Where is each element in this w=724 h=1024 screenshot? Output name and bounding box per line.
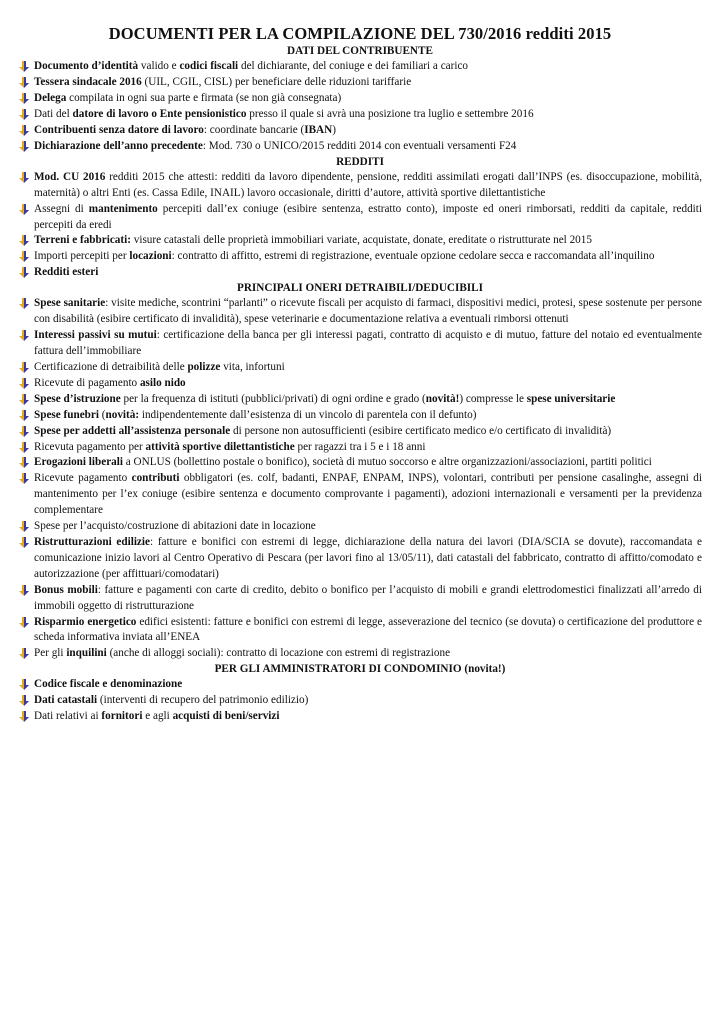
list-item-text bbox=[34, 441, 425, 453]
arrow-bullet-icon bbox=[18, 585, 30, 597]
arrow-bullet-icon bbox=[18, 235, 30, 247]
list-item-text bbox=[34, 520, 316, 532]
text-segment: : Mod. 730 o UNICO/2015 redditi 2014 con eventuali versamenti F24 bbox=[202, 139, 517, 152]
document-title: DOCUMENTI PER LA COMPILAZIONE DEL 730/2016 redditi 2015 bbox=[108, 24, 612, 43]
list-item-text bbox=[34, 456, 652, 468]
arrow-bullet-icon bbox=[18, 648, 30, 660]
list-item-text bbox=[34, 694, 308, 706]
text-segment: : contratto di affitto, estremi di registrazione, eventuale opzione cedolare secca e raccomandata all’inquilino bbox=[171, 250, 655, 263]
bold-text-segment: inquilini bbox=[66, 647, 107, 660]
bold-text-segment: Contribuenti senza datore di lavoro bbox=[34, 123, 204, 136]
bold-text-segment: Spese d’istruzione bbox=[34, 392, 121, 405]
list-item-text bbox=[34, 297, 702, 325]
list-item bbox=[18, 583, 702, 615]
text-segment: del dichiarante, del coniuge e dei familiari a carico bbox=[238, 60, 469, 73]
list-item-text bbox=[34, 92, 341, 104]
text-segment: Ricevute pagamento bbox=[34, 472, 132, 485]
text-segment: Dati del bbox=[34, 107, 73, 120]
text-segment: ) bbox=[332, 123, 336, 136]
section-heading: DATI DEL CONTRIBUENTE bbox=[287, 45, 433, 57]
list-item bbox=[18, 170, 702, 202]
arrow-bullet-icon bbox=[18, 125, 30, 137]
list-item bbox=[18, 455, 702, 471]
arrow-bullet-icon bbox=[18, 267, 30, 279]
arrow-bullet-icon bbox=[18, 204, 30, 216]
list-item-text bbox=[34, 250, 654, 262]
list-item-text bbox=[34, 647, 450, 659]
list-item-text bbox=[34, 536, 702, 580]
bold-text-segment: datore di lavoro o Ente pensionistico bbox=[72, 107, 247, 120]
arrow-bullet-icon bbox=[18, 442, 30, 454]
arrow-bullet-icon bbox=[18, 473, 30, 485]
text-segment: Spese per l’acquisto/costruzione di abitazioni date in locazione bbox=[34, 520, 316, 533]
list-item bbox=[18, 249, 702, 265]
arrow-bullet-icon bbox=[18, 695, 30, 707]
bold-text-segment: Interessi passivi su mutui bbox=[34, 329, 157, 342]
text-segment: Ricevuta pagamento per bbox=[34, 440, 146, 453]
list-item-text bbox=[34, 393, 615, 405]
text-segment: presso il quale si avrà una posizione tra luglio e settembre 2016 bbox=[246, 107, 534, 120]
arrow-bullet-icon bbox=[18, 410, 30, 422]
document-body bbox=[18, 44, 702, 725]
text-segment: per ragazzi tra i 5 e i 18 anni bbox=[294, 440, 426, 453]
list-item-text bbox=[34, 409, 476, 421]
text-segment: : visite mediche, scontrini “parlanti” o ricevute fiscali per acquisto di farmaci, dispositivi medici, protesi, spese sostenute per persone con disabilità (esibire certificato di invalidità), spese veterinarie e documentazione relativa a eventuali rimborsi ottenuti bbox=[34, 297, 702, 326]
bold-text-segment: Redditi esteri bbox=[34, 266, 99, 279]
list-item bbox=[18, 376, 702, 392]
bold-text-segment: Terreni e fabbricati: bbox=[34, 234, 131, 247]
section-list bbox=[18, 677, 702, 725]
arrow-bullet-icon bbox=[18, 426, 30, 438]
text-segment: ) compresse le bbox=[459, 392, 527, 405]
text-segment: di persone non autosufficienti (esibire certificato medico e/o certificato di invalidità) bbox=[230, 424, 612, 437]
list-item-text bbox=[34, 678, 182, 690]
arrow-bullet-icon bbox=[18, 711, 30, 723]
text-segment: visure catastali delle proprietà immobiliari variate, acquistate, donate, ereditate o ristrutturate nel 2015 bbox=[130, 234, 592, 247]
document-page bbox=[18, 24, 702, 725]
list-item-text bbox=[34, 234, 592, 246]
list-item-text bbox=[34, 616, 702, 644]
list-item bbox=[18, 471, 702, 519]
text-segment: Dati relativi ai bbox=[34, 710, 102, 723]
text-segment: redditi 2015 che attesti: redditi da lavoro dipendente, pensione, redditi assimilati erogati dall’INPS (es. disoccupazione, mobilità, maternità) o altri Enti (es. Cassa Edile, INAIL) lavoro occasionale, diritti d’autore, attività sportive dilettantistiche bbox=[34, 170, 702, 199]
arrow-bullet-icon bbox=[18, 109, 30, 121]
arrow-bullet-icon bbox=[18, 378, 30, 390]
bold-text-segment: polizze bbox=[187, 361, 221, 374]
arrow-bullet-icon bbox=[18, 537, 30, 549]
list-item-text bbox=[34, 76, 411, 88]
bold-text-segment: Bonus mobili bbox=[34, 583, 98, 596]
list-item bbox=[18, 328, 702, 360]
text-segment: e agli bbox=[142, 710, 173, 723]
arrow-bullet-icon bbox=[18, 93, 30, 105]
text-segment: : certificazione della banca per gli interessi pagati, contratto di acquisto e di mutuo, fatture del notaio ed eventualmente fattura dell’immobiliare bbox=[34, 329, 702, 358]
arrow-bullet-icon bbox=[18, 679, 30, 691]
bold-text-segment: Spese funebri bbox=[34, 408, 99, 421]
text-segment: : fatture e bonifici con estremi di legge, dichiarazione della natura dei lavori (DIA/SCIA se dovute), raccomandata e comunicazione inizio lavori al Centro Operativo di Pescara (per lavori fino al 13/05/11), dati catastali del fabbricato, contratto di affitto/comodato e autorizzazione (per affittuari/comodatari) bbox=[34, 535, 702, 580]
bold-text-segment: novità: bbox=[105, 408, 140, 421]
text-segment: obbligatori (es. colf, badanti, ENPAF, ENPAM, INPS), volontari, contributi per pensione casalinghe, assegni di mantenimento per l’ex coniuge (esibire sentenza e documento comprovante i pagamenti), adozioni internazionali e versamenti per la previdenza complementare bbox=[34, 472, 702, 517]
list-item-text bbox=[34, 472, 702, 516]
list-item-text bbox=[34, 361, 285, 373]
text-segment: vita, infortuni bbox=[220, 361, 285, 374]
text-segment: : fatture e pagamenti con carte di credito, debito o bonifico per l’acquisto di mobili e grandi elettrodomestici finalizzati all’arredo di immobili oggetto di ristrutturazione bbox=[34, 583, 702, 612]
bold-text-segment: Delega bbox=[34, 92, 67, 105]
bold-text-segment: codici fiscali bbox=[179, 60, 239, 73]
section-heading: PRINCIPALI ONERI DETRAIBILI/DEDUCIBILI bbox=[237, 282, 483, 295]
list-item bbox=[18, 535, 702, 583]
text-segment: valido e bbox=[138, 60, 180, 73]
text-segment: Ricevute di pagamento bbox=[34, 376, 140, 389]
section-list bbox=[18, 170, 702, 281]
bold-text-segment: contributi bbox=[131, 472, 180, 485]
arrow-bullet-icon bbox=[18, 617, 30, 629]
list-item bbox=[18, 615, 702, 647]
list-item bbox=[18, 123, 702, 139]
list-item bbox=[18, 646, 702, 662]
list-item-text bbox=[34, 425, 611, 437]
bold-text-segment: Documento d’identità bbox=[34, 60, 139, 73]
bold-text-segment: Dichiarazione dell’anno precedente bbox=[34, 139, 203, 152]
bold-text-segment: novità! bbox=[425, 392, 460, 405]
bold-text-segment: Spese sanitarie bbox=[34, 297, 106, 310]
bold-text-segment: Ristrutturazioni edilizie bbox=[34, 535, 150, 548]
bold-text-segment: Risparmio energetico bbox=[34, 615, 137, 628]
list-item bbox=[18, 233, 702, 249]
list-item-text bbox=[34, 124, 336, 136]
list-item bbox=[18, 296, 702, 328]
arrow-bullet-icon bbox=[18, 298, 30, 310]
list-item bbox=[18, 424, 702, 440]
list-item-text bbox=[34, 60, 468, 72]
bold-text-segment: fornitori bbox=[101, 710, 143, 723]
bold-text-segment: Erogazioni liberali bbox=[34, 456, 123, 469]
text-segment: Assegni di bbox=[34, 202, 89, 215]
list-item bbox=[18, 202, 702, 234]
list-item bbox=[18, 75, 702, 91]
bold-text-segment: Dati catastali bbox=[34, 694, 98, 707]
bold-text-segment: Tessera sindacale 2016 bbox=[34, 76, 142, 89]
list-item bbox=[18, 59, 702, 75]
list-item-text bbox=[34, 710, 280, 722]
bold-text-segment: attività sportive dilettantistiche bbox=[145, 440, 295, 453]
list-item-text bbox=[34, 377, 186, 389]
section-heading: PER GLI AMMINISTRATORI DI CONDOMINIO (novita!) bbox=[214, 663, 506, 676]
text-segment: a ONLUS (bollettino postale o bonifico), società di mutuo soccorso e altre organizzazioni/associazioni, partiti politici bbox=[122, 456, 652, 469]
list-item-text bbox=[34, 266, 98, 278]
arrow-bullet-icon bbox=[18, 362, 30, 374]
text-segment: indipendentemente dall’esistenza di un vincolo di parentela con il defunto) bbox=[139, 408, 477, 421]
list-item-text bbox=[34, 140, 516, 152]
arrow-bullet-icon bbox=[18, 394, 30, 406]
bold-text-segment: acquisti di beni/servizi bbox=[172, 710, 280, 723]
section-list bbox=[18, 59, 702, 154]
list-item bbox=[18, 392, 702, 408]
list-item bbox=[18, 107, 702, 123]
list-item-text bbox=[34, 329, 702, 357]
arrow-bullet-icon bbox=[18, 141, 30, 153]
bold-text-segment: spese universitarie bbox=[526, 392, 616, 405]
text-segment: : coordinate bancarie ( bbox=[203, 123, 305, 136]
list-item bbox=[18, 677, 702, 693]
list-item bbox=[18, 709, 702, 725]
text-segment: (UIL, CGIL, CISL) per beneficiare delle riduzioni tariffarie bbox=[141, 76, 412, 89]
bold-text-segment: Mod. CU 2016 bbox=[34, 170, 106, 183]
text-segment: percepiti dall’ex coniuge (esibire sentenza, estratto conto), imposte ed oneri rimborsati, redditi da capitale, redditi percepiti da eredi bbox=[34, 202, 702, 231]
arrow-bullet-icon bbox=[18, 251, 30, 263]
list-item bbox=[18, 408, 702, 424]
text-segment: Per gli bbox=[34, 647, 67, 660]
list-item bbox=[18, 440, 702, 456]
bold-text-segment: mantenimento bbox=[88, 202, 158, 215]
arrow-bullet-icon bbox=[18, 172, 30, 184]
list-item bbox=[18, 693, 702, 709]
text-segment: per la frequenza di istituti (pubblici/privati) di ogni ordine e grado ( bbox=[120, 392, 426, 405]
text-segment: compilata in ogni sua parte e firmata (se non già consegnata) bbox=[66, 92, 342, 105]
list-item-text bbox=[34, 584, 702, 612]
arrow-bullet-icon bbox=[18, 61, 30, 73]
arrow-bullet-icon bbox=[18, 77, 30, 89]
arrow-bullet-icon bbox=[18, 330, 30, 342]
bold-text-segment: Codice fiscale e denominazione bbox=[34, 678, 183, 691]
bold-text-segment: locazioni bbox=[129, 250, 172, 263]
text-segment: Importi percepiti per bbox=[34, 250, 130, 263]
list-item bbox=[18, 139, 702, 155]
bold-text-segment: asilo nido bbox=[139, 376, 186, 389]
text-segment: Certificazione di detraibilità delle bbox=[34, 361, 188, 374]
bold-text-segment: IBAN bbox=[304, 123, 333, 136]
text-segment: edifici esistenti: fatture e bonifici con estremi di legge, asseverazione del tecnico (se dovuta) o certificazione del produttore e scheda informativa inviata all’ENEA bbox=[34, 615, 702, 644]
text-segment: (interventi di recupero del patrimonio edilizio) bbox=[97, 694, 309, 707]
text-segment: (anche di alloggi sociali): contratto di locazione con estremi di registrazione bbox=[106, 647, 451, 660]
list-item-text bbox=[34, 108, 534, 120]
section-list bbox=[18, 296, 702, 662]
section-heading: REDDITI bbox=[336, 155, 384, 168]
list-item bbox=[18, 91, 702, 107]
list-item bbox=[18, 360, 702, 376]
list-item bbox=[18, 519, 702, 535]
arrow-bullet-icon bbox=[18, 457, 30, 469]
list-item-text bbox=[34, 171, 702, 199]
bold-text-segment: Spese per addetti all’assistenza personale bbox=[34, 424, 231, 437]
arrow-bullet-icon bbox=[18, 521, 30, 533]
text-segment: ( bbox=[98, 408, 106, 421]
list-item-text bbox=[34, 203, 702, 231]
list-item bbox=[18, 265, 702, 281]
